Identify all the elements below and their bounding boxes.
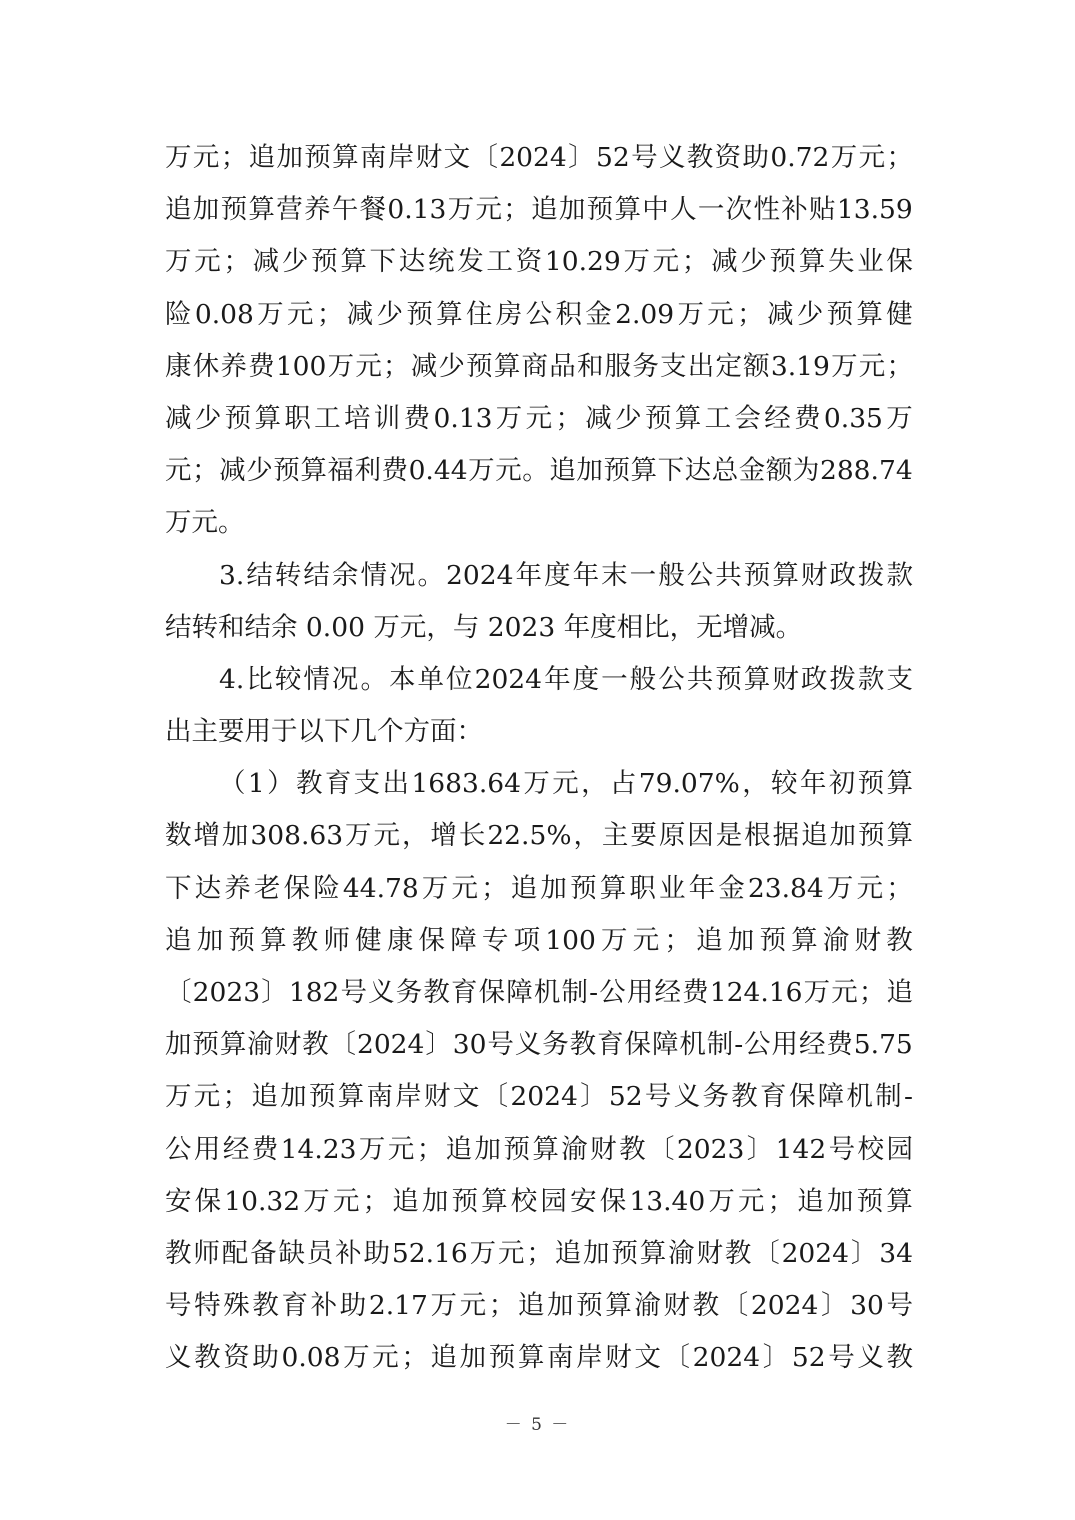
text-line: 万 元 ； 减 少 预 算 下 达 统 发 工 资 10.29 万 元 ； 减 少 预 算 失 业 保 [165, 246, 913, 278]
text-line: （ 1 ） 教 育 支 出 1683.64 万 元 ， 占 79.07% ， 较 年 初 预 算 [219, 768, 913, 800]
text-line: 万元。 [165, 507, 245, 539]
text-line: 安 保 10.32 万 元 ； 追 加 预 算 校 园 安 保 13.40 万 元 ； 追 加 预 算 [165, 1185, 913, 1217]
text-line: 结转和结余 0.00 万元，与 2023 年度相比，无增减。 [165, 611, 803, 643]
text-line: 险 0.08 万 元 ； 减 少 预 算 住 房 公 积 金 2.09 万 元 ； 减 少 预 算 健 [165, 298, 913, 330]
text-line: 减 少 预 算 职 工 培 训 费 0.13 万 元 ； 减 少 预 算 工 会 经 费 0.35 万 [165, 402, 913, 434]
page-number: － 5 － [504, 1415, 571, 1435]
text-line: 追 加 预 算 营 养 午 餐 0.13 万 元 ； 追 加 预 算 中 人 一 次 性 补 贴 13.59 [165, 194, 913, 226]
text-line: 号 特 殊 教 育 补 助 2.17 万 元 ； 追 加 预 算 渝 财 教 〔 2024 〕 30 号 [165, 1290, 913, 1322]
text-line: 追 加 预 算 教 师 健 康 保 障 专 项 100 万 元 ； 追 加 预 算 渝 财 教 [165, 924, 913, 956]
text-line: 加 预 算 渝 财 教 〔 2024 〕 30 号 义 务 教 育 保 障 机 制 - 公 用 经 费 5.75 [165, 1029, 913, 1061]
text-line: 康 休 养 费 100 万 元 ； 减 少 预 算 商 品 和 服 务 支 出 定 额 3.19 万 元 ； [165, 350, 913, 382]
text-line: 教 师 配 备 缺 员 补 助 52.16 万 元 ； 追 加 预 算 渝 财 教 〔 2024 〕 34 [165, 1237, 913, 1269]
text-line: 〔 2023 〕 182 号 义 务 教 育 保 障 机 制 - 公 用 经 费 124.16 万 元 ； 追 [165, 977, 913, 1008]
text-line: 数 增 加 308.63 万 元 ， 增 长 22.5% ， 主 要 原 因 是 根 据 追 加 预 算 [165, 820, 913, 852]
text-line: 义 教 资 助 0.08 万 元 ； 追 加 预 算 南 岸 财 文 〔 2024 〕 52 号 义 教 [165, 1342, 913, 1374]
text-line: 3. 结 转 结 余 情 况 。 2024 年 度 年 末 一 般 公 共 预 算 财 政 拨 款 [219, 559, 913, 591]
text-line: 出主要用于以下几个方面： [165, 716, 483, 748]
text-line: 4. 比 较 情 况 。 本 单 位 2024 年 度 一 般 公 共 预 算 财 政 拨 款 支 [219, 663, 913, 695]
text-line: 下 达 养 老 保 险 44.78 万 元 ； 追 加 预 算 职 业 年 金 23.84 万 元 ； [165, 872, 913, 904]
body-text [165, 132, 913, 1385]
text-line: 元 ； 减 少 预 算 福 利 费 0.44 万 元 。 追 加 预 算 下 达 总 金 额 为 288.74 [165, 455, 913, 487]
text-line: 万 元 ； 追 加 预 算 南 岸 财 文 〔 2024 〕 52 号 义 务 教 育 保 障 机 制 - [165, 1081, 913, 1113]
text-line: 万 元 ； 追 加 预 算 南 岸 财 文 〔 2024 〕 52 号 义 教 资 助 0.72 万 元 ； [165, 142, 913, 173]
text-line: 公 用 经 费 14.23 万 元 ； 追 加 预 算 渝 财 教 〔 2023 〕 142 号 校 园 [165, 1133, 913, 1165]
